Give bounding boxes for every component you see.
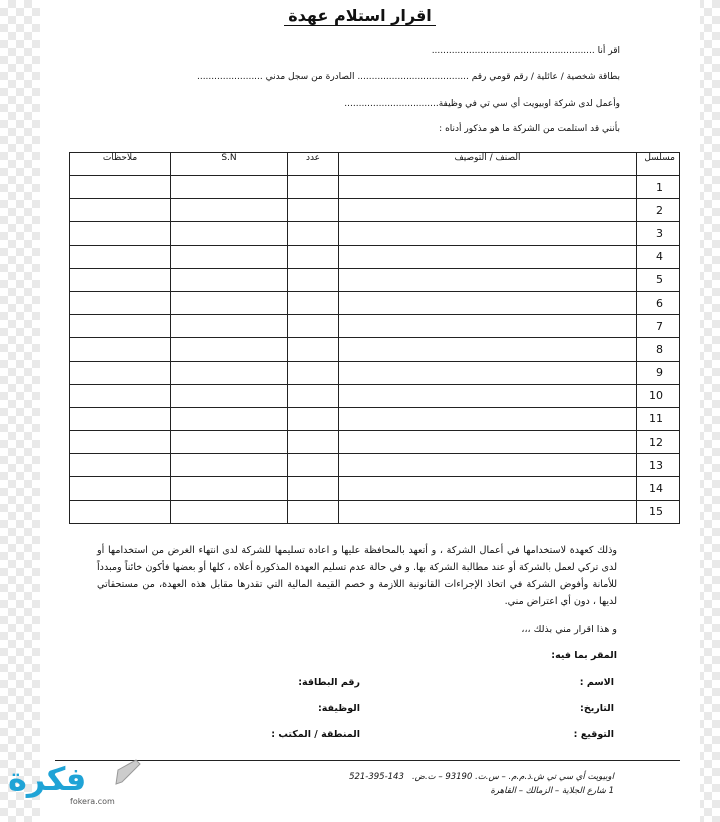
cell-notes <box>70 315 171 338</box>
pencil-icon <box>116 760 140 784</box>
cell-sn <box>171 384 288 407</box>
cell-serial: 11 <box>637 407 680 430</box>
cell-notes <box>70 338 171 361</box>
cell-category <box>339 361 637 384</box>
cell-count <box>288 384 339 407</box>
header-count: عدد <box>288 153 339 176</box>
cell-sn <box>171 222 288 245</box>
cell-sn <box>171 361 288 384</box>
cell-sn <box>171 338 288 361</box>
cell-category <box>339 407 637 430</box>
logo-text: فكرة <box>8 760 87 798</box>
logo-url: fokera.com <box>70 797 115 806</box>
cell-category <box>339 315 637 338</box>
cell-sn <box>171 245 288 268</box>
cell-category <box>339 431 637 454</box>
cell-notes <box>70 477 171 500</box>
cell-count <box>288 477 339 500</box>
cell-notes <box>70 407 171 430</box>
table-header-row <box>70 153 680 176</box>
footer-cr-number: 93190 <box>445 772 473 782</box>
footer-address: 1 شارع الجلاية – الزمالك – القاهرة <box>490 786 614 796</box>
table-row <box>70 454 680 477</box>
cell-sn <box>171 477 288 500</box>
table-row <box>70 268 680 291</box>
items-table <box>69 152 680 524</box>
table-row <box>70 315 680 338</box>
date-field-label: التاريخ: <box>580 703 614 714</box>
cell-sn <box>171 407 288 430</box>
table-row <box>70 176 680 199</box>
region-field-label: المنطقة / المكتب : <box>271 729 360 740</box>
footer-phone: 521-395-143 <box>349 772 404 782</box>
cell-notes <box>70 245 171 268</box>
cell-notes <box>70 291 171 314</box>
cell-serial: 14 <box>637 477 680 500</box>
table-row <box>70 384 680 407</box>
cell-count <box>288 222 339 245</box>
table-row <box>70 245 680 268</box>
cell-category <box>339 268 637 291</box>
table-row <box>70 338 680 361</box>
cell-category <box>339 500 637 523</box>
table-row <box>70 361 680 384</box>
cell-serial: 6 <box>637 291 680 314</box>
cell-category <box>339 176 637 199</box>
cell-category <box>339 199 637 222</box>
cell-serial: 2 <box>637 199 680 222</box>
cell-serial: 3 <box>637 222 680 245</box>
cell-count <box>288 176 339 199</box>
cell-count <box>288 315 339 338</box>
cell-notes <box>70 222 171 245</box>
cell-sn <box>171 291 288 314</box>
cell-category <box>339 245 637 268</box>
declarer-label: المقر بما فيه: <box>551 650 617 661</box>
cell-category <box>339 222 637 245</box>
cell-sn <box>171 199 288 222</box>
cell-count <box>288 431 339 454</box>
table-row <box>70 477 680 500</box>
cell-notes <box>70 199 171 222</box>
cell-serial: 12 <box>637 431 680 454</box>
cell-serial: 5 <box>637 268 680 291</box>
cell-serial: 10 <box>637 384 680 407</box>
header-sn: S.N <box>171 153 288 176</box>
cell-notes <box>70 454 171 477</box>
table-row <box>70 222 680 245</box>
cell-sn <box>171 500 288 523</box>
cell-notes <box>70 361 171 384</box>
cell-serial: 15 <box>637 500 680 523</box>
cell-category <box>339 454 637 477</box>
table-row <box>70 500 680 523</box>
cell-count <box>288 338 339 361</box>
intro-line-job: وأعمل لدى شركة اوبيويت أي سي تي في وظيفة................................. <box>344 99 620 109</box>
table-row <box>70 407 680 430</box>
cell-serial: 13 <box>637 454 680 477</box>
cell-sn <box>171 431 288 454</box>
cell-count <box>288 291 339 314</box>
table-row <box>70 199 680 222</box>
card-number-field-label: رقم البطاقة: <box>298 677 360 688</box>
cell-category <box>339 384 637 407</box>
header-serial: مسلسل <box>637 153 680 176</box>
undertaking-paragraph: وذلك كعهدة لاستخدامها في أعمال الشركة ، و أتعهد بالمحافظة عليها و اعادة تسليمها للشركة لدى انتهاء الغرض من استخدامها أو لدى تركي لعمل بالشركة أو عند مطالبة الشركة بها. و في حالة عدم تسليم العهدة المذكورة أعلاه ، كلها أو بعضها فأكون خائناً ومبدداً للأمانة وأفوض الشركة في اتخاذ الإجراءات القانونية اللازمة و خصم القيمة المالية التي تقدرها مقابل هذه العهدة، من مستحقاتي لديها ، دون أي اعتراض مني. <box>97 545 617 607</box>
signature-field-label: التوقيع : <box>573 729 614 740</box>
intro-line-name: اقر أنا ......................................................... <box>431 46 620 56</box>
cell-serial: 8 <box>637 338 680 361</box>
cell-count <box>288 361 339 384</box>
cell-sn <box>171 268 288 291</box>
cell-notes <box>70 500 171 523</box>
table-row <box>70 291 680 314</box>
cell-count <box>288 407 339 430</box>
cell-sn <box>171 176 288 199</box>
footer-company: اوبيويت أي سي تي ش.ذ.م.م. – س.ت. <box>475 772 614 782</box>
title-text: اقرار استلام عهدة <box>284 6 436 26</box>
cell-category <box>339 291 637 314</box>
header-category: الصنف / التوصيف <box>339 153 637 176</box>
cell-count <box>288 268 339 291</box>
footer-box: – ت.ض. <box>411 772 443 782</box>
cell-notes <box>70 176 171 199</box>
cell-count <box>288 500 339 523</box>
fokera-logo <box>2 756 142 808</box>
cell-notes <box>70 384 171 407</box>
cell-count <box>288 199 339 222</box>
intro-line-received: بأنني قد استلمت من الشركة ما هو مذكور أدناه : <box>439 124 620 134</box>
closing-line: و هذا اقرار مني بذلك ،،، <box>521 624 617 635</box>
cell-sn <box>171 454 288 477</box>
cell-serial: 9 <box>637 361 680 384</box>
footer-company-line <box>349 772 614 782</box>
header-notes: ملاحظات <box>70 153 171 176</box>
job-field-label: الوظيفة: <box>317 703 360 714</box>
cell-serial: 1 <box>637 176 680 199</box>
cell-category <box>339 477 637 500</box>
cell-count <box>288 454 339 477</box>
cell-count <box>288 245 339 268</box>
cell-sn <box>171 315 288 338</box>
cell-serial: 4 <box>637 245 680 268</box>
table-row <box>70 431 680 454</box>
cell-serial: 7 <box>637 315 680 338</box>
name-field-label: الاسم : <box>579 677 614 688</box>
cell-category <box>339 338 637 361</box>
cell-notes <box>70 268 171 291</box>
footer-divider <box>55 760 680 761</box>
intro-line-id: بطاقة شخصية / عائلية / رقم قومي رقم ....................................... الصادرة من سجل مدني ....................... <box>196 72 620 82</box>
cell-notes <box>70 431 171 454</box>
document-title <box>0 6 720 25</box>
